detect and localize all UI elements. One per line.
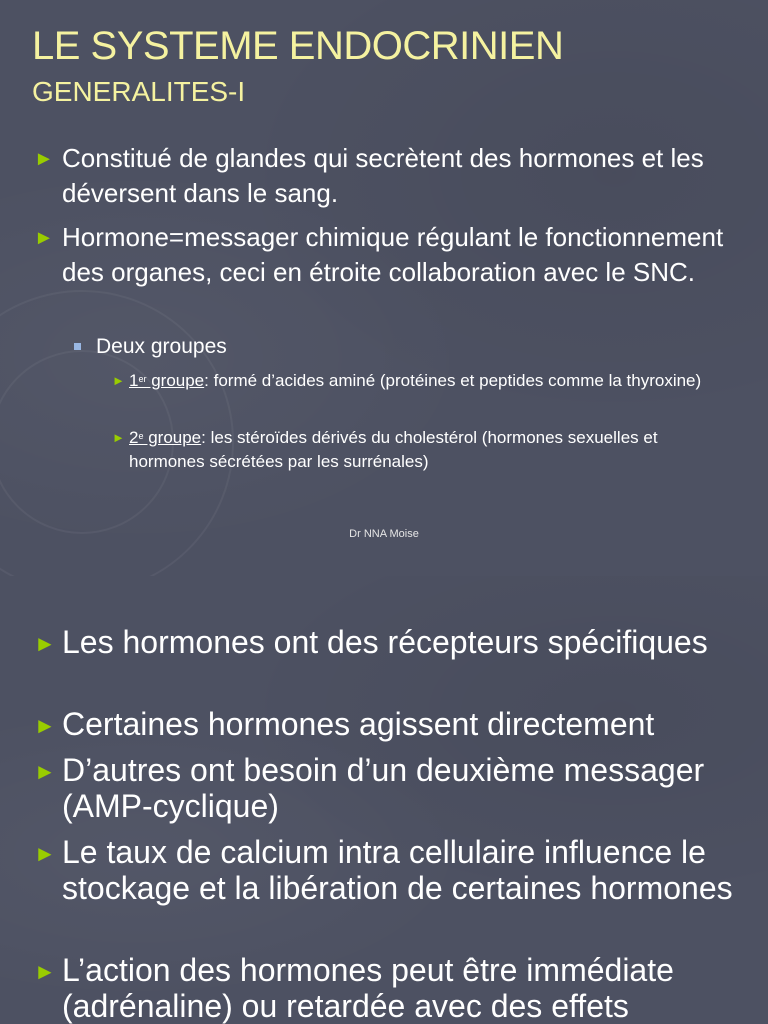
bullet-text: Le taux de calcium intra cellulaire influence le stockage et la libération de certaines hormones: [62, 834, 733, 906]
group-1-number: 1: [129, 371, 139, 390]
group-1-item: [112, 369, 737, 393]
bullet-glandes: [34, 141, 744, 211]
slide-title: LE SYSTEME ENDOCRINIEN: [32, 24, 564, 68]
triangle-right-icon: ►: [34, 631, 56, 656]
bullet-text: D’autres ont besoin d’un deuxième messager (AMP-cyclique): [62, 752, 705, 824]
triangle-right-icon: ►: [112, 430, 125, 445]
bullet-deuxieme-messager: [34, 752, 754, 824]
bullet-directement: [34, 706, 754, 742]
triangle-right-icon: ►: [34, 713, 56, 738]
triangle-right-icon: ►: [34, 227, 54, 249]
group-1-text: [112, 369, 737, 393]
group-1-label: groupe: [146, 371, 205, 390]
sub-bullet-text: Deux groupes: [96, 335, 227, 358]
square-bullet-icon: [74, 343, 81, 350]
bullet-text: Constitué de glandes qui secrètent des hormones et les déversent dans le sang.: [62, 143, 704, 208]
bullet-action: [34, 952, 754, 1024]
bullet-calcium: [34, 834, 754, 906]
group-2-superscript: e: [138, 431, 144, 441]
group-2-number: 2: [129, 428, 139, 447]
group-2-description: : les stéroïdes dérivés du cholestérol (hormones sexuelles et hormones sécrétées par les surrénales): [129, 428, 658, 471]
bullet-text: Les hormones ont des récepteurs spécifiques: [62, 624, 708, 660]
bullet-hormone: [34, 220, 744, 290]
group-2-label: groupe: [143, 428, 202, 447]
triangle-right-icon: ►: [34, 841, 56, 866]
group-2-item: [112, 426, 737, 474]
triangle-right-icon: ►: [34, 959, 56, 984]
slide-2: [0, 576, 768, 1024]
group-1-description: : formé d’acides aminé (protéines et peptides comme la thyroxine): [204, 371, 702, 390]
bullet-text: L’action des hormones peut être immédiate (adrénaline) ou retardée avec des effets: [62, 952, 674, 1024]
slide-subtitle: GENERALITES-I: [32, 76, 246, 107]
group-2-text: [112, 426, 737, 474]
triangle-right-icon: ►: [34, 759, 56, 784]
sub-bullet-deux-groupes: [74, 334, 754, 360]
bullet-recepteurs: [34, 624, 754, 660]
slide-footer: Dr NNA Moise: [349, 528, 419, 540]
bullet-text: Hormone=messager chimique régulant le fonctionnement des organes, ceci en étroite collaboration avec le SNC.: [62, 222, 724, 287]
triangle-right-icon: ►: [112, 373, 125, 388]
group-1-superscript: er: [138, 374, 147, 384]
triangle-right-icon: ►: [34, 148, 54, 170]
bullet-text: Certaines hormones agissent directement: [62, 706, 655, 742]
